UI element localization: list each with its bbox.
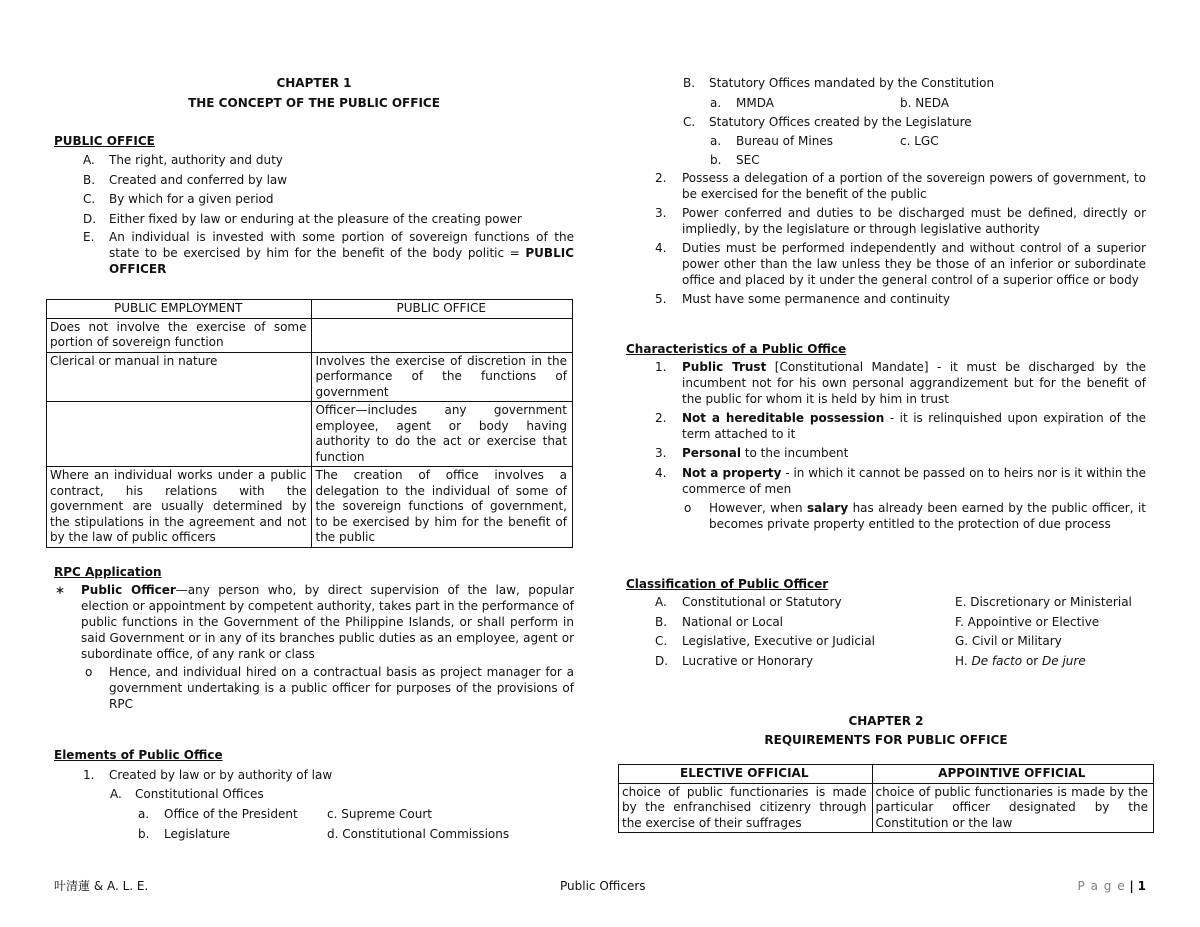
table-row: [47, 352, 573, 402]
list-marker: B.: [655, 614, 668, 629]
table-row: [47, 402, 573, 467]
list-item-text: Constitutional Offices: [135, 786, 264, 801]
list-item-text: c. LGC: [900, 134, 939, 148]
list-marker: D.: [655, 653, 669, 668]
list-marker: B.: [83, 172, 96, 187]
list-marker: D.: [83, 211, 97, 226]
classification-item: F. Appointive or Elective: [955, 614, 1100, 629]
rpc-term: Public Officer: [81, 582, 176, 597]
characteristic-sub-bold: salary: [806, 501, 849, 515]
characteristic-term: Not a property: [682, 466, 782, 480]
list-marker: C.: [655, 634, 668, 648]
list-item-text: Possess a delegation of a portion of the sovereign powers of government, to be exercised for the benefit of the public: [682, 171, 1146, 201]
public-office-heading: PUBLIC OFFICE: [54, 134, 155, 148]
statutory-c-sub-2: [626, 151, 1146, 170]
table-cell: [47, 402, 312, 467]
element-1: [54, 765, 574, 785]
table-cell: Where an individual works under a public contract, his relations with the government are usually determined by the stipulations in the agreement and not by the law of public officers: [47, 467, 312, 548]
list-marker: A.: [655, 595, 667, 609]
list-marker: 2.: [655, 171, 667, 185]
page-label: P a g e: [1077, 879, 1126, 893]
list-item-bold: PUBLIC OFFICER: [109, 246, 574, 276]
public-office-list: [54, 151, 574, 229]
list-marker: a.: [138, 806, 150, 821]
list-marker: 1.: [655, 360, 667, 374]
list-item-text: MMDA: [736, 96, 774, 110]
list-marker: 1.: [83, 767, 95, 782]
characteristic-4: [626, 465, 1146, 497]
rpc-definition-text: —any person who, by direct supervision of the law, popular election or appointment by competent authority, takes part in the performance of public functions in the Government of the Philippine Islands, or shall perform in said Government or in any of its branches public duties as an employee, agent or subordinate office, of any rank or class: [81, 582, 575, 661]
list-marker: 2.: [655, 411, 667, 425]
table-cell: choice of public functionaries is made by the particular officer designated by the Constitution or the law: [872, 783, 1153, 833]
characteristic-3: [626, 445, 1146, 461]
table-row: [47, 318, 573, 352]
list-marker: b.: [138, 826, 150, 841]
public-office-item: [54, 210, 574, 230]
classification-item: E. Discretionary or Ministerial: [955, 595, 1132, 609]
rpc-heading: RPC Application: [54, 564, 162, 579]
characteristic-2: [626, 410, 1146, 442]
characteristics-heading: Characteristics of a Public Office: [626, 342, 847, 356]
classification-item: National or Local: [682, 614, 784, 629]
elements-heading: Elements of Public Office: [54, 747, 223, 762]
chapter-1-title: THE CONCEPT OF THE PUBLIC OFFICE: [188, 96, 440, 110]
characteristic-sub-text: has already been earned by the public officer, it becomes private property entitled to the protection of due process: [709, 501, 1146, 531]
list-item-text: Created by law or by authority of law: [109, 767, 333, 782]
element-1a-row-1: [54, 804, 574, 824]
rpc-sub-item: [54, 664, 574, 712]
list-item-text: Created and conferred by law: [109, 172, 288, 187]
list-item-text: b. NEDA: [900, 96, 950, 110]
characteristic-1: [626, 359, 1146, 407]
table-cell: Does not involve the exercise of some portion of sovereign function: [47, 318, 312, 352]
list-marker: 3.: [655, 206, 667, 220]
footer-page: [1078, 878, 1146, 894]
table-cell: Clerical or manual in nature: [47, 352, 312, 402]
characteristic-text: - in which it cannot be passed on to heirs nor is it within the commerce of men: [682, 466, 1146, 496]
list-item-text: SEC: [736, 153, 760, 167]
table-cell: Involves the exercise of discretion in the performance of the functions of government: [312, 352, 573, 402]
table-cell: Officer—includes any government employee, agent or body having authority to do the act or exercise that function: [312, 402, 573, 467]
left-column: [50, 74, 575, 844]
element-item: [626, 291, 1146, 307]
public-office-item: [54, 190, 574, 210]
list-item-text: Statutory Offices mandated by the Constitution: [709, 76, 995, 90]
list-item-text: c. Supreme Court: [327, 806, 432, 821]
statutory-b-sub: [626, 93, 1146, 113]
list-marker: 3.: [655, 446, 667, 460]
chapter-2-title: REQUIREMENTS FOR PUBLIC OFFICE: [764, 733, 1008, 747]
list-item-text: By which for a given period: [109, 192, 274, 206]
public-office-item: [54, 151, 574, 171]
classification-heading: Classification of Public Officer: [626, 577, 829, 591]
statutory-c: [626, 113, 1146, 132]
public-office-item: [54, 171, 574, 191]
list-item-text: Legislature: [164, 826, 231, 841]
element-1a: [54, 785, 574, 804]
rpc-sub-text: Hence, and individual hired on a contractual basis as project manager for a government undertaking is a public officer for purposes of the provisions of RPC: [109, 664, 574, 711]
statutory-c-sub-1: [626, 132, 1146, 151]
element-1a-row-2: [54, 824, 574, 844]
list-item-text: Office of the President: [164, 806, 298, 821]
elective-vs-appointive-table: [618, 764, 1154, 833]
list-marker: B.: [683, 76, 696, 90]
characteristic-4-sub: [626, 500, 1146, 532]
list-item-text: Duties must be performed independently and without control of a superior power other than the law unless they be those of an inferior or subordinate office and placed by it under the general control of a superior office or body: [682, 241, 1146, 287]
classification-text: H.: [955, 653, 972, 668]
list-marker: C.: [83, 192, 96, 206]
elements-list: [626, 170, 1146, 307]
page-separator: |: [1129, 879, 1134, 893]
list-item-text: Power conferred and duties to be discharged must be defined, directly or impliedly, by the legislature or through legislative authority: [682, 206, 1146, 236]
list-item-text: Either fixed by law or enduring at the pleasure of the creating power: [109, 211, 522, 226]
characteristic-text: - it is relinquished upon expiration of the term attached to it: [682, 411, 1147, 441]
list-marker: C.: [683, 115, 696, 129]
classification-item: Legislative, Executive or Judicial: [682, 634, 875, 648]
classification-italic: De jure: [1042, 653, 1086, 668]
list-marker: a.: [710, 96, 722, 110]
list-marker: 4.: [655, 241, 667, 255]
list-marker: b.: [710, 153, 722, 167]
list-marker: 4.: [655, 466, 667, 480]
footer-author: 叶清蓮 & A. L. E.: [54, 879, 149, 893]
table-header: APPOINTIVE OFFICIAL: [872, 765, 1153, 784]
classification-list: [626, 594, 1146, 672]
list-item-text: d. Constitutional Commissions: [327, 826, 510, 841]
list-item-text: Bureau of Mines: [736, 134, 833, 148]
characteristic-text: [Constitutional Mandate] - it must be discharged by the incumbent not for his own personal aggrandizement but for the benefit of the public for whom it is held by him in trust: [682, 360, 1146, 406]
bullet-icon: ∗: [55, 582, 66, 597]
classification-item: Lucrative or Honorary: [682, 653, 814, 668]
table-row: [47, 467, 573, 548]
characteristic-term: Not a hereditable possession: [682, 411, 885, 425]
list-marker: a.: [710, 134, 722, 148]
chapter-1-label: CHAPTER 1: [276, 76, 352, 90]
element-item: [626, 240, 1146, 288]
classification-item-h: [955, 653, 1086, 669]
list-marker: E.: [83, 230, 95, 244]
page-number: 1: [1137, 879, 1146, 893]
table-header: ELECTIVE OFFICIAL: [619, 765, 873, 784]
classification-item: Constitutional or Statutory: [682, 595, 842, 609]
table-row: [619, 783, 1154, 833]
list-item-text: Statutory Offices created by the Legislature: [709, 115, 972, 129]
table-cell: choice of public functionaries is made by the enfranchised citizenry through the exercise of their suffrages: [619, 783, 873, 833]
list-item-text: The right, authority and duty: [109, 153, 283, 167]
classification-text: or: [1022, 653, 1043, 668]
right-column: [622, 74, 1148, 833]
classification-item: G. Civil or Military: [955, 634, 1062, 648]
list-item-text: Must have some permanence and continuity: [682, 292, 950, 306]
characteristic-term: Personal: [682, 446, 741, 460]
characteristic-sub-text: However, when: [709, 501, 807, 515]
classification-italic: De facto: [971, 653, 1023, 668]
public-office-item-e: [54, 229, 574, 277]
table-cell: The creation of office involves a delegation to the individual of some of the sovereign functions of government, to be exercised by him for the benefit of the public: [312, 467, 573, 548]
characteristic-term: Public Trust: [682, 360, 767, 374]
table-header: PUBLIC OFFICE: [312, 300, 573, 319]
chapter-2-label: CHAPTER 2: [848, 714, 924, 728]
list-marker: A.: [110, 786, 122, 801]
sub-bullet-icon: o: [85, 664, 93, 679]
rpc-definition: [54, 582, 574, 662]
table-header: PUBLIC EMPLOYMENT: [47, 300, 312, 319]
employment-vs-office-table: [46, 299, 573, 548]
element-item: [626, 205, 1146, 237]
characteristic-text: to the incumbent: [741, 446, 849, 460]
element-item: [626, 170, 1146, 202]
list-item-text: An individual is invested with some portion of sovereign functions of the state to be exercised by him for the benefit of the body politic =: [109, 230, 574, 260]
table-cell: [312, 318, 573, 352]
list-marker: A.: [83, 153, 95, 167]
list-marker: 5.: [655, 292, 667, 306]
sub-bullet-icon: o: [684, 501, 692, 515]
footer-title: Public Officers: [560, 879, 646, 893]
statutory-b: [626, 74, 1146, 93]
